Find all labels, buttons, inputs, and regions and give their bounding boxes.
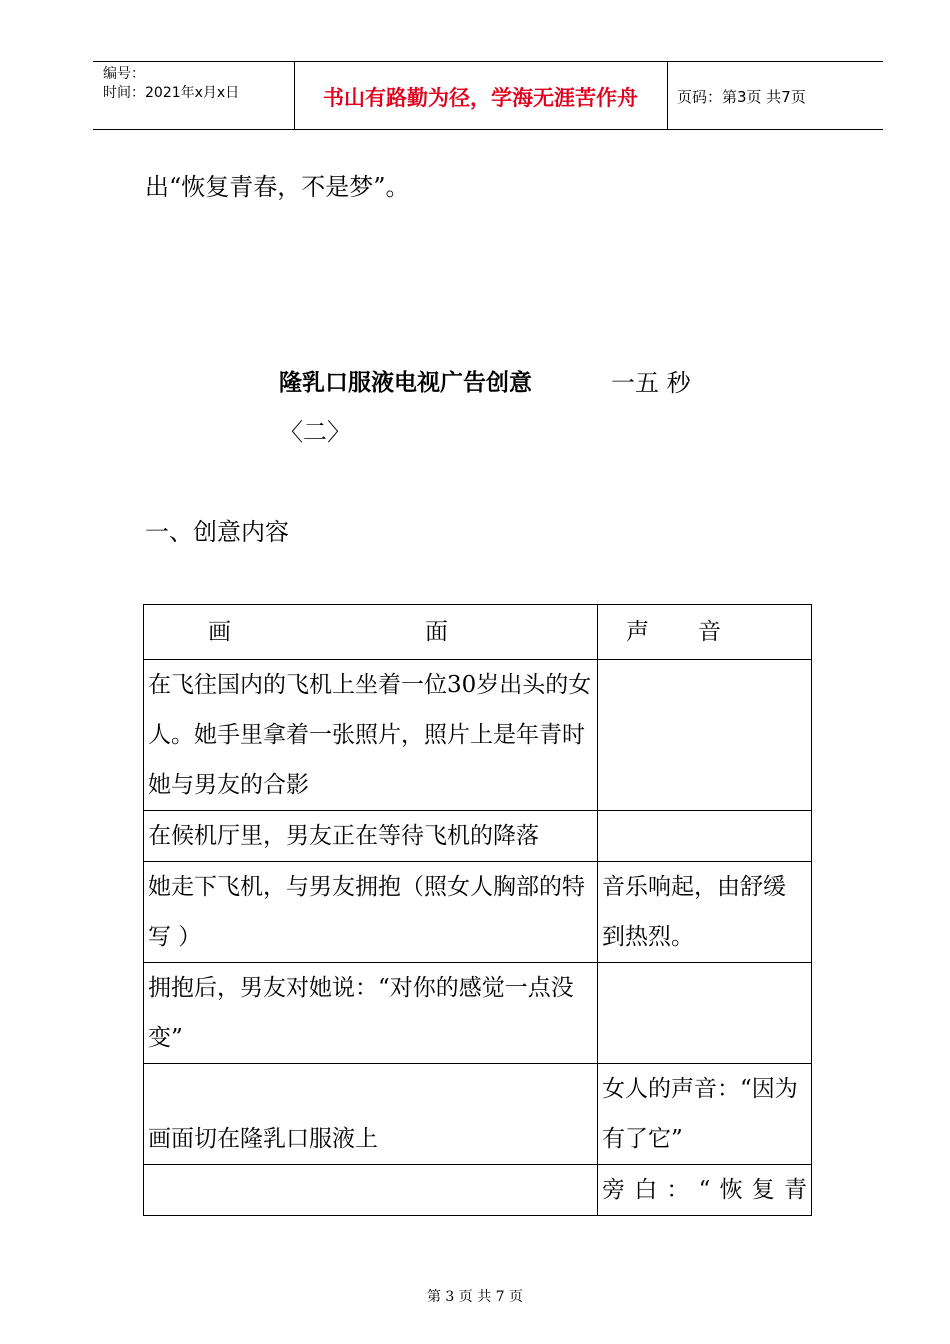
scene-cell: 画面切在隆乳口服液上 [144,1064,598,1165]
table-row [144,1165,812,1216]
header-number-label: 编号： [103,66,145,82]
table-row [144,660,812,811]
section-heading: 一、创意内容 [145,518,289,546]
table-row [144,963,812,1064]
table-row [144,1064,812,1165]
header-sound-cell [598,605,812,660]
header-motto: 书山有路勤为径，学海无涯苦作舟 [323,86,638,110]
sound-cell [598,963,812,1064]
header-scene-cell [144,605,598,660]
storyboard-table [143,604,812,1216]
header-time-label: 时间：2021年x月x日 [103,85,240,101]
document-title: 隆乳口服液电视广告创意 [279,370,532,396]
table-header-row [144,605,812,660]
sound-cell: 音乐响起，由舒缓到热烈。 [598,862,812,963]
header-bottom-rule [93,129,883,130]
continuation-text: 出“恢复青春，不是梦”。 [145,173,410,201]
header-top-rule [93,61,883,62]
scene-cell: 拥抱后，男友对她说：“对你的感觉一点没变” [144,963,598,1064]
header-scene-char: 画 [208,619,231,645]
sound-cell: 女人的声音：“因为有了它” [598,1064,812,1165]
header-divider [667,61,668,129]
document-subtitle: 〈二〉 [279,418,351,446]
header-page-info: 页码：第3页 共7页 [677,88,806,106]
sound-cell [598,660,812,811]
sound-cell: 旁白：“恢复青 [598,1165,812,1216]
scene-cell: 在飞往国内的飞机上坐着一位30岁出头的女人。她手里拿着一张照片，照片上是年青时她与男友的合影 [144,660,598,811]
sound-cell [598,811,812,862]
page-footer: 第 3 页 共 7 页 [426,1289,524,1305]
table-row [144,811,812,862]
header-sound-char: 音 [698,619,721,645]
header-sound-char: 声 [626,619,649,645]
header-scene-char: 面 [425,619,448,645]
scene-cell [144,1165,598,1216]
table-row [144,862,812,963]
scene-cell: 在候机厅里，男友正在等待飞机的降落 [144,811,598,862]
ad-duration: 一五 秒 [611,369,691,397]
scene-cell: 她走下飞机，与男友拥抱（照女人胸部的特写 ） [144,862,598,963]
